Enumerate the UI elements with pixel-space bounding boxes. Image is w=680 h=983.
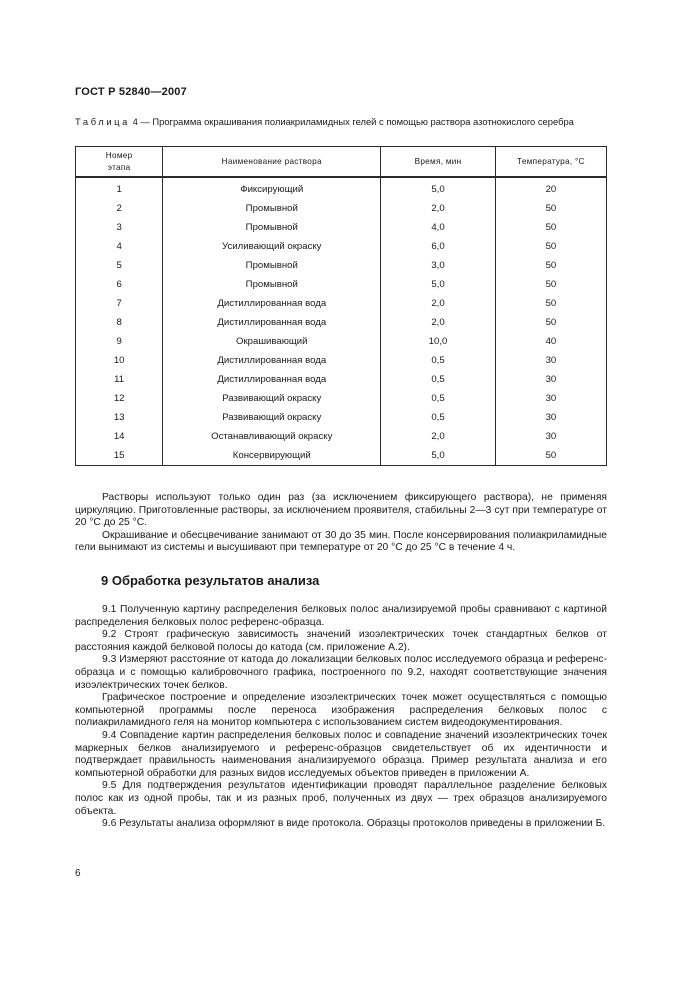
cell-temperature: 50	[495, 446, 606, 466]
table-caption-label: Таблица	[75, 116, 130, 127]
cell-step-number: 2	[76, 199, 163, 218]
table-row	[76, 256, 607, 275]
table-row	[76, 389, 607, 408]
cell-solution-name: Промывной	[163, 218, 381, 237]
table-row	[76, 275, 607, 294]
cell-temperature: 50	[495, 313, 606, 332]
cell-time: 10,0	[381, 332, 496, 351]
cell-solution-name: Окрашивающий	[163, 332, 381, 351]
header-solution-name: Наименование раствора	[163, 147, 381, 178]
cell-time: 4,0	[381, 218, 496, 237]
section-paragraph: 9.2 Строят графическую зависимость значений изоэлектрических точек стандартных белков от расстояния каждой белковой полосы до катода (см. приложение А.2).	[75, 629, 607, 653]
cell-solution-name: Консервирующий	[163, 446, 381, 466]
cell-solution-name: Останавливающий окраску	[163, 427, 381, 446]
cell-time: 3,0	[381, 256, 496, 275]
cell-time: 0,5	[381, 389, 496, 408]
cell-temperature: 20	[495, 177, 606, 199]
document-header: ГОСТ Р 52840—2007	[75, 86, 187, 98]
staining-program-table	[75, 146, 607, 466]
cell-solution-name: Дистиллированная вода	[163, 294, 381, 313]
section-paragraph: Графическое построение и определение изоэлектрических точек может осуществляться с помощью компьютерной программы после переноса изображения распределения белковых полос с полиакриламидного геля на монитор компьютера с использованием систем видеодокументирования.	[75, 692, 607, 729]
page-number: 6	[75, 868, 81, 879]
cell-solution-name: Дистиллированная вода	[163, 313, 381, 332]
cell-solution-name: Дистиллированная вода	[163, 351, 381, 370]
cell-step-number: 13	[76, 408, 163, 427]
table-row	[76, 237, 607, 256]
cell-solution-name: Фиксирующий	[163, 177, 381, 199]
cell-time: 6,0	[381, 237, 496, 256]
cell-solution-name: Усиливающий окраску	[163, 237, 381, 256]
table-row	[76, 313, 607, 332]
cell-solution-name: Промывной	[163, 256, 381, 275]
cell-step-number: 3	[76, 218, 163, 237]
cell-step-number: 4	[76, 237, 163, 256]
cell-temperature: 50	[495, 237, 606, 256]
table-row	[76, 332, 607, 351]
cell-step-number: 6	[76, 275, 163, 294]
notes-block	[75, 492, 607, 555]
cell-time: 5,0	[381, 446, 496, 466]
cell-time: 5,0	[381, 275, 496, 294]
cell-step-number: 15	[76, 446, 163, 466]
table-row	[76, 408, 607, 427]
header-temperature: Температура, °С	[495, 147, 606, 178]
table-row	[76, 446, 607, 466]
cell-temperature: 30	[495, 427, 606, 446]
cell-time: 0,5	[381, 351, 496, 370]
cell-time: 2,0	[381, 313, 496, 332]
table-header-row	[76, 147, 607, 178]
cell-temperature: 40	[495, 332, 606, 351]
cell-step-number: 12	[76, 389, 163, 408]
table-body	[76, 177, 607, 466]
cell-step-number: 8	[76, 313, 163, 332]
section-paragraph: 9.5 Для подтверждения результатов идентификации проводят параллельное разделение белковых полос как из одной пробы, так и из разных проб, полученных из двух — трех образцов анализируемого объекта.	[75, 780, 607, 817]
cell-step-number: 11	[76, 370, 163, 389]
cell-temperature: 30	[495, 408, 606, 427]
cell-time: 0,5	[381, 408, 496, 427]
cell-time: 2,0	[381, 427, 496, 446]
note-paragraph: Окрашивание и обесцвечивание занимают от 30 до 35 мин. После консервирования полиакриламидные гели вынимают из системы и высушивают при температуре от 20 °С до 25 °С в течение 4 ч.	[75, 529, 607, 554]
cell-temperature: 30	[495, 351, 606, 370]
cell-solution-name: Дистиллированная вода	[163, 370, 381, 389]
section-paragraph: 9.6 Результаты анализа оформляют в виде протокола. Образцы протоколов приведены в приложении Б.	[102, 818, 606, 830]
cell-solution-name: Промывной	[163, 275, 381, 294]
section-paragraph: 9.1 Полученную картину распределения белковых полос анализируемой пробы сравнивают с картиной распределения белковых полос референс-образца.	[75, 604, 607, 628]
cell-time: 2,0	[381, 199, 496, 218]
header-time: Время, мин	[381, 147, 496, 178]
cell-step-number: 9	[76, 332, 163, 351]
table-row	[76, 199, 607, 218]
cell-temperature: 50	[495, 294, 606, 313]
cell-temperature: 50	[495, 199, 606, 218]
table-caption-text: 4 — Программа окрашивания полиакриламидных гелей с помощью раствора азотнокислого серебра	[129, 116, 574, 127]
cell-step-number: 1	[76, 177, 163, 199]
table-row	[76, 370, 607, 389]
cell-solution-name: Развивающий окраску	[163, 389, 381, 408]
cell-temperature: 30	[495, 370, 606, 389]
cell-step-number: 5	[76, 256, 163, 275]
section-body	[75, 604, 607, 831]
table-row	[76, 218, 607, 237]
header-step-number: Номер этапа	[76, 147, 163, 178]
cell-solution-name: Развивающий окраску	[163, 408, 381, 427]
cell-temperature: 50	[495, 218, 606, 237]
section-paragraph: 9.3 Измеряют расстояние от катода до локализации белковых полос исследуемого образца и референс-образца и с помощью калибровочного графика, построенного по 9.2, находят соответствующие значения изоэлектрических точек белков.	[75, 654, 607, 691]
section-title: 9 Обработка результатов анализа	[101, 573, 320, 588]
cell-step-number: 7	[76, 294, 163, 313]
table-row	[76, 177, 607, 199]
cell-temperature: 50	[495, 275, 606, 294]
table-row	[76, 351, 607, 370]
cell-step-number: 14	[76, 427, 163, 446]
note-paragraph: Растворы используют только один раз (за исключением фиксирующего раствора), не применяя циркуляцию. Приготовленные растворы, за исключением проявителя, стабильны 2—3 сут при температуре от 20 °С до 25 °С.	[75, 492, 607, 529]
cell-step-number: 10	[76, 351, 163, 370]
cell-time: 2,0	[381, 294, 496, 313]
cell-solution-name: Промывной	[163, 199, 381, 218]
cell-time: 5,0	[381, 177, 496, 199]
cell-temperature: 30	[495, 389, 606, 408]
cell-temperature: 50	[495, 256, 606, 275]
cell-time: 0,5	[381, 370, 496, 389]
table-row	[76, 294, 607, 313]
table-row	[76, 427, 607, 446]
section-paragraph: 9.4 Совпадение картин распределения белковых полос и совпадение значений изоэлектрических точек маркерных белков анализируемого и референс-образцов свидетельствует об их идентичности и подтверждает правильность наименования анализируемого образца. Пример результата анализа и его компьютерной обработки для разных видов исследуемых объектов приведен в приложении А.	[75, 729, 607, 779]
table-caption	[75, 116, 607, 128]
